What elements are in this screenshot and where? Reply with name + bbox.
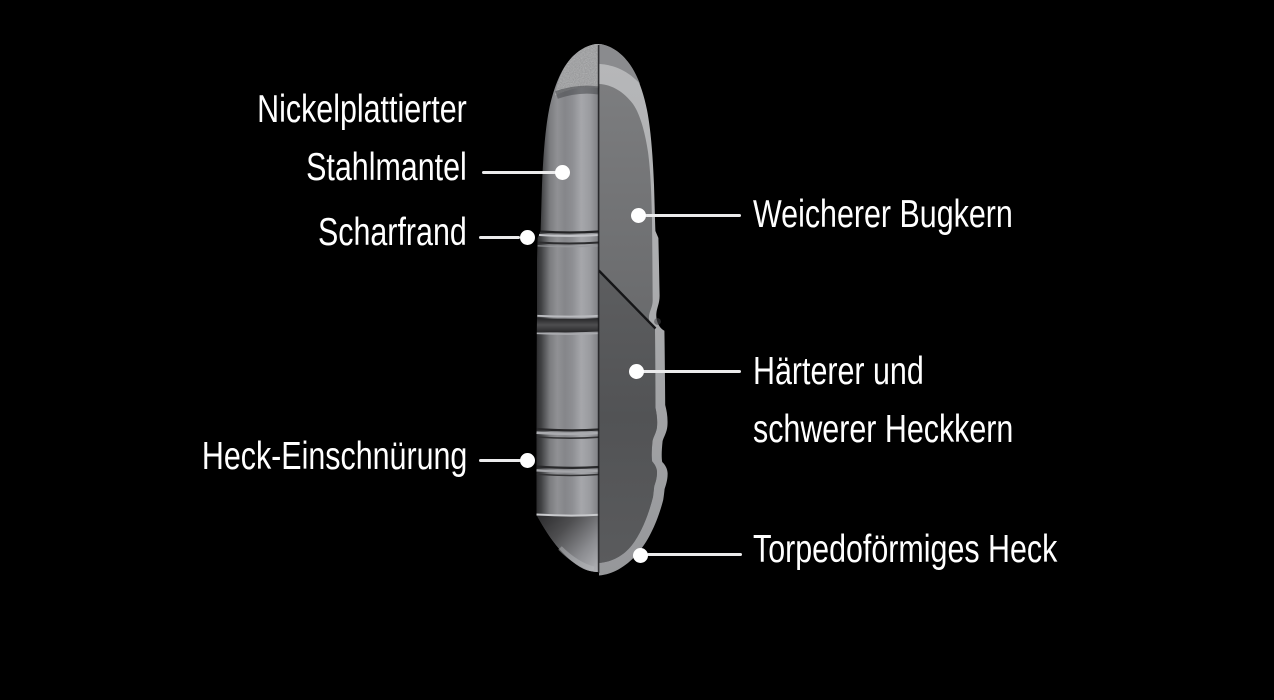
leader-dot-bugkern xyxy=(631,208,646,223)
label-line: Heck-Einschnürung xyxy=(201,435,467,478)
leader-dot-heck-einschnuerung xyxy=(520,453,535,468)
bullet-tip xyxy=(555,44,599,96)
label-scharfrand xyxy=(318,204,467,262)
label-stahlmantel xyxy=(257,81,467,197)
leader-line-stahlmantel xyxy=(482,171,556,174)
leader-dot-heckkern xyxy=(629,364,644,379)
leader-line-scharfrand xyxy=(479,236,520,239)
label-heck-einschnuerung xyxy=(202,428,467,486)
boat-tail-edge xyxy=(537,515,600,516)
label-bugkern xyxy=(753,186,1013,244)
label-line: Scharfrand xyxy=(318,211,467,254)
label-line: Weicherer Bugkern xyxy=(753,193,1013,236)
rim-notch xyxy=(654,318,661,325)
label-line: schwerer Heckkern xyxy=(753,408,1014,451)
label-line: Stahlmantel xyxy=(306,146,467,189)
leader-line-bugkern xyxy=(645,214,741,217)
label-line: Nickelplattierter xyxy=(257,88,467,131)
label-torpedo-heck xyxy=(753,521,1057,579)
leader-dot-scharfrand xyxy=(520,230,535,245)
label-line: Torpedoförmiges Heck xyxy=(753,528,1058,571)
bullet-jacket-left xyxy=(537,44,600,572)
leader-dot-torpedo-heck xyxy=(633,548,648,563)
leader-line-heckkern xyxy=(642,370,741,373)
leader-line-heck-einschnuerung xyxy=(479,459,521,462)
leader-dot-stahlmantel xyxy=(555,165,570,180)
label-line: Härterer und xyxy=(753,350,924,393)
label-heckkern xyxy=(753,343,1013,459)
leader-line-torpedo-heck xyxy=(647,553,742,556)
bullet-boat-tail xyxy=(537,515,600,572)
